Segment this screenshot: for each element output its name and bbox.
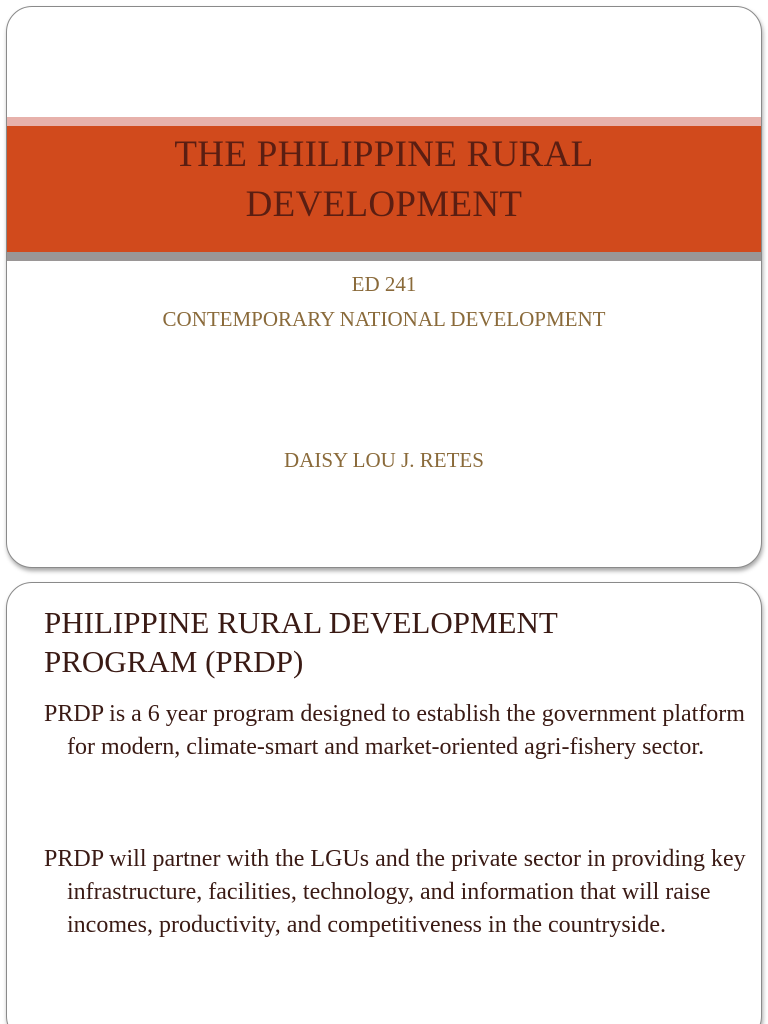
course-name: CONTEMPORARY NATIONAL DEVELOPMENT (162, 307, 606, 331)
title-band-shadow (7, 252, 761, 261)
author-name: DAISY LOU J. RETES (284, 448, 484, 472)
title-band-highlight (7, 117, 761, 126)
content-slide (6, 582, 762, 1024)
slide-title-line-1: THE PHILIPPINE RURAL (174, 134, 594, 175)
paragraph-prdp-partnership: PRDP will partner with the LGUs and the private sector in providing key infrastructure, facilities, technology, and information that will raise incomes, productivity, and competitiveness in the countryside. (44, 846, 746, 938)
slide-title-line-2: DEVELOPMENT (245, 184, 523, 225)
title-slide (6, 6, 762, 568)
slide-heading-line-1: PHILIPPINE RURAL DEVELOPMENT (44, 605, 558, 640)
paragraph-prdp-definition: PRDP is a 6 year program designed to establish the government platform for modern, climate-smart and market-oriented agri-fishery sector. (44, 701, 745, 760)
course-code: ED 241 (351, 272, 417, 296)
slide-heading-line-2: PROGRAM (PRDP) (44, 644, 304, 679)
slide-title (7, 130, 761, 230)
slide-heading (44, 603, 734, 681)
